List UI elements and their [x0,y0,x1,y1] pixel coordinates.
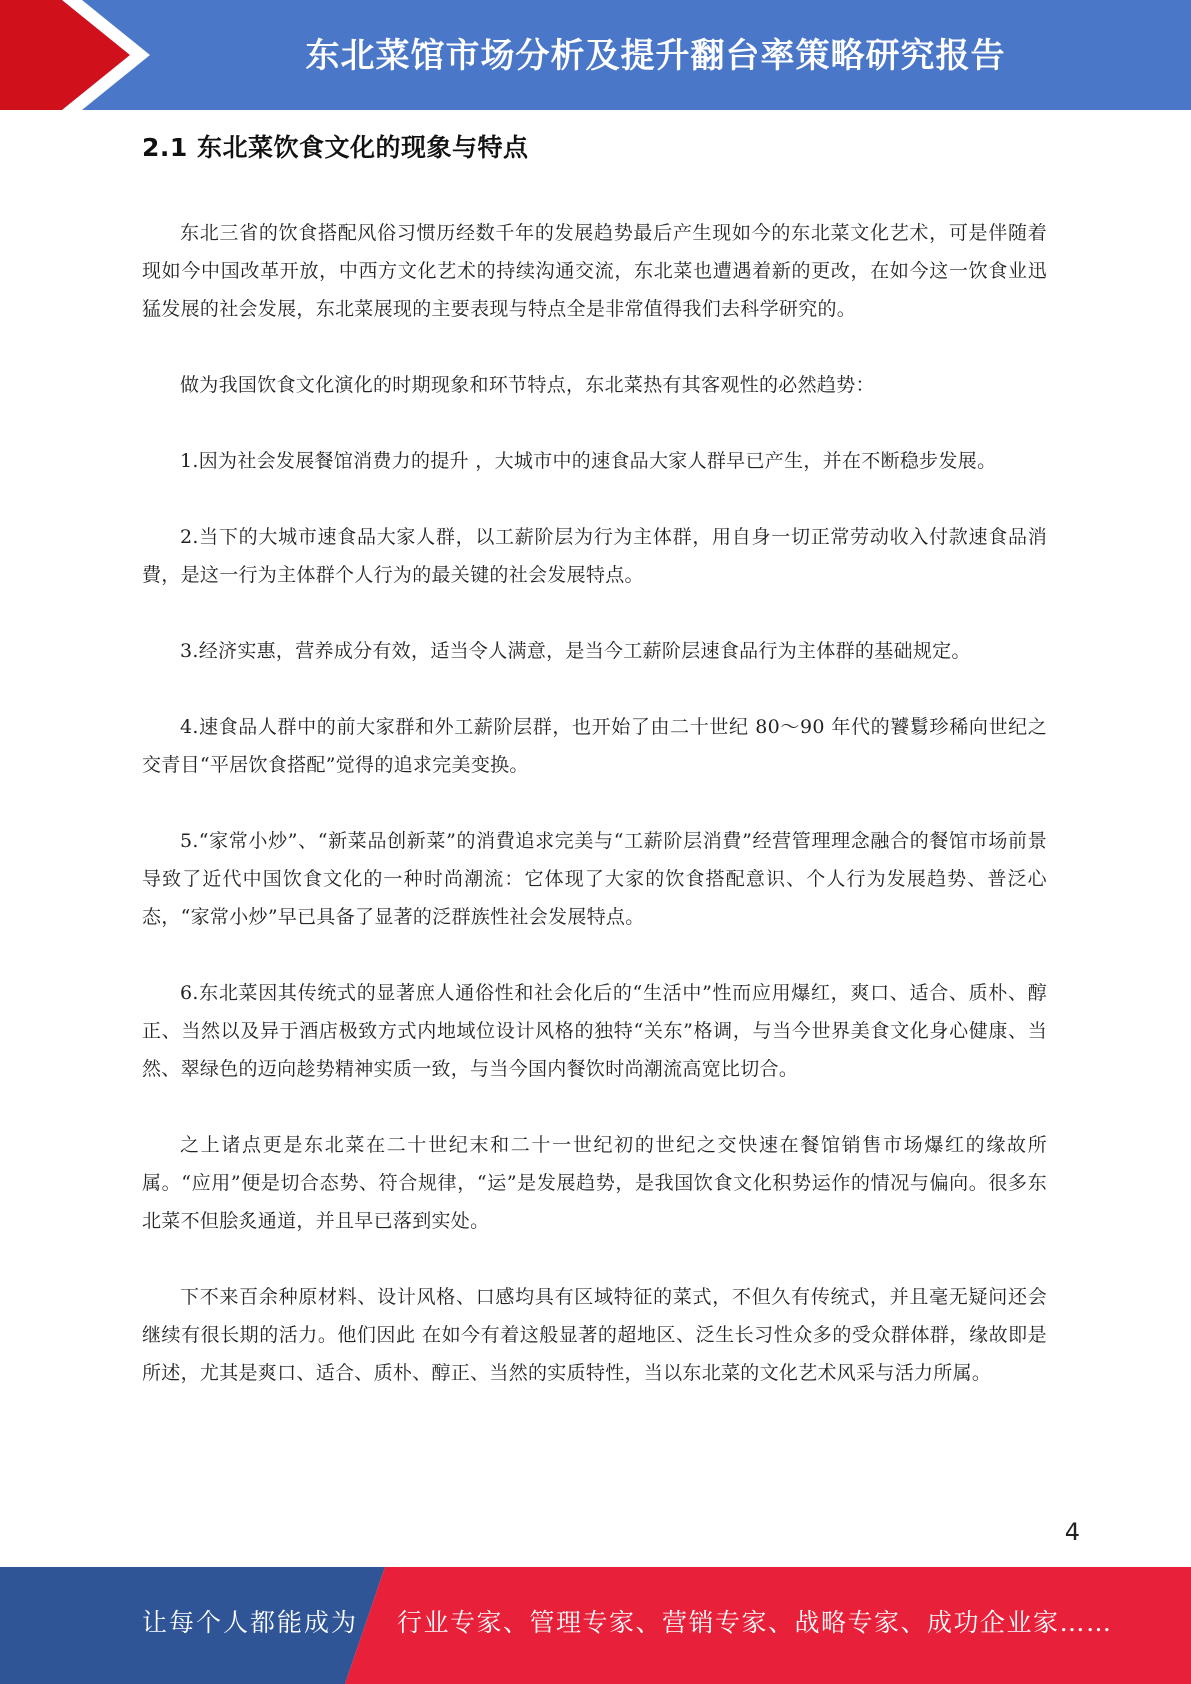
list-item: 6.东北菜因其传统式的显著庶人通俗性和社会化后的“生活中”性而应用爆红，爽口、适合、质朴、醇正、当然以及异于酒店极致方式内地域位设计风格的独特“关东”格调，与当今世界美食文化身心健康、当然、翠绿色的迈向趁势精神实质一致，与当今国内餐饮时尚潮流高宽比切合。 [142,982,1047,1080]
page-footer [0,1567,1191,1684]
page-header [0,0,1191,110]
section-heading: 2.1 东北菜饮食文化的现象与特点 [142,133,529,162]
paragraph: 之上诸点更是东北菜在二十世纪末和二十一世纪初的世纪之交快速在餐馆销售市场爆红的缘故所属。“应用”便是切合态势、符合规律，“运”是发展趋势，是我国饮食文化积势运作的情况与偏向。很多东北菜不但脍炙通道，并且早已落到实处。 [142,1134,1047,1232]
list-item: 1.因为社会发展餐馆消费力的提升 ，大城市中的速食品大家人群早已产生，并在不断稳步发展。 [180,450,997,472]
list-item: 4.速食品人群中的前大家群和外工薪阶层群，也开始了由二十世纪 80～90 年代的饕鬄珍稀向世纪之交青目“平居饮食搭配”觉得的追求完美变换。 [142,716,1047,776]
document-title: 东北菜馆市场分析及提升翻台率策略研究报告 [305,36,1006,76]
paragraph: 下不来百余种原材料、设计风格、口感均具有区域特征的菜式，不但久有传统式，并且毫无疑问还会继续有很长期的活力。他们因此 在如今有着这般显著的超地区、泛生长习性众多的受众群体群，缘故即是所述，尤其是爽口、适合、质朴、醇正、当然的实质特性，当以东北菜的文化艺术风采与活力所属。 [142,1286,1047,1384]
paragraph: 东北三省的饮食搭配风俗习惯历经数千年的发展趋势最后产生现如今的东北菜文化艺术，可是伴随着现如今中国改革开放，中西方文化艺术的持续沟通交流，东北菜也遭遇着新的更改，在如今这一饮食业迅猛发展的社会发展，东北菜展现的主要表现与特点全是非常值得我们去科学研究的。 [142,222,1047,320]
list-item: 2.当下的大城市速食品大家人群，以工薪阶层为行为主体群，用自身一切正常劳动收入付款速食品消費，是这一行为主体群个人行为的最关键的社会发展特点。 [142,526,1047,586]
footer-slogan-left: 让每个人都能成为 [142,1608,359,1637]
paragraph: 做为我国饮食文化演化的时期现象和环节特点，东北菜热有其客观性的必然趋势： [180,374,875,396]
main-content [142,128,1047,1430]
page-number: 4 [1064,1518,1080,1546]
list-item: 3.经济实惠，营养成分有效，适当令人满意，是当今工薪阶层速食品行为主体群的基础规定。 [180,640,971,662]
footer-slogan-right: 行业专家、管理专家、营销专家、战略专家、成功企业家…… [397,1608,1113,1637]
list-item: 5.“家常小炒”、“新菜品创新菜”的消費追求完美与“工薪阶层消費”经营管理理念融合的餐馆市场前景导致了近代中国饮食文化的一种时尚潮流：它体现了大家的饮食搭配意识、个人行为发展趋势、普泛心态，“家常小炒”早已具备了显著的泛群族性社会发展特点。 [142,830,1047,928]
